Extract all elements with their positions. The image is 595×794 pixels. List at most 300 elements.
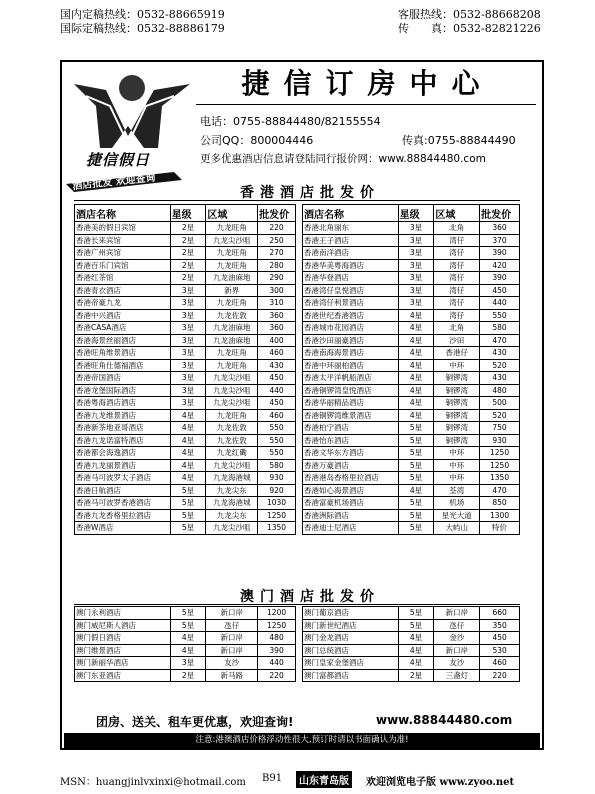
hk-section-title: 香港酒店批发价: [240, 185, 380, 201]
hotel-name-cell: 澳门东亚酒店: [75, 669, 171, 682]
star-cell: 5星: [398, 447, 434, 460]
area-cell: 北角: [434, 222, 480, 235]
star-cell: 3星: [170, 297, 206, 310]
area-cell: 九龙佐敦: [206, 434, 258, 447]
table-row: [75, 447, 296, 460]
hotel-name-cell: 香港南洋酒店: [303, 247, 399, 260]
hotel-name-cell: 澳门假日酒店: [75, 632, 171, 645]
macau-section-title: 澳门酒店批发价: [240, 589, 380, 605]
star-cell: 4星: [398, 359, 434, 372]
star-cell: 4星: [170, 632, 206, 645]
star-cell: 3星: [398, 234, 434, 247]
hotel-name-cell: 香港北角丽东: [303, 222, 399, 235]
hotel-name-cell: 香港长来宾馆: [75, 234, 171, 247]
col-header-star: 星级: [170, 205, 206, 222]
price-cell: 580: [258, 459, 296, 472]
price-cell: 480: [480, 384, 520, 397]
hotel-name-cell: 香港九龙香格里拉酒店: [75, 509, 171, 522]
star-cell: 4星: [170, 434, 206, 447]
price-cell: 360: [258, 322, 296, 335]
table-row: [303, 632, 520, 645]
area-cell: 九龙尖东: [206, 509, 258, 522]
area-cell: 九龙油麻地: [206, 272, 258, 285]
area-cell: 铜锣湾: [434, 422, 480, 435]
table-header-row: [303, 205, 520, 222]
hotel-name-cell: 香港马可波罗香港酒店: [75, 497, 171, 510]
star-cell: 4星: [398, 644, 434, 657]
hotel-name-cell: 香港港岛香格里拉酒店: [303, 472, 399, 485]
star-cell: 3星: [170, 322, 206, 335]
table-row: [75, 472, 296, 485]
hotel-name-cell: 香港富豪机场酒店: [303, 497, 399, 510]
table-row: [303, 607, 520, 620]
star-cell: 4星: [170, 459, 206, 472]
col-header-area: 区域: [434, 205, 480, 222]
price-cell: 440: [258, 384, 296, 397]
star-cell: 3星: [398, 272, 434, 285]
page-title: 捷信订房中心: [241, 67, 494, 100]
price-cell: 1030: [258, 497, 296, 510]
price-cell: 530: [480, 644, 520, 657]
area-cell: 金沙: [434, 632, 480, 645]
hotel-name-cell: 香港洲际酒店: [303, 509, 399, 522]
table-row: [75, 284, 296, 297]
area-cell: 九龙旺角: [206, 409, 258, 422]
price-cell: 360: [258, 309, 296, 322]
hotel-name-cell: 香港九龙诺富特酒店: [75, 434, 171, 447]
promo-bar: [66, 711, 536, 729]
area-cell: 中环: [434, 359, 480, 372]
price-cell: 470: [480, 334, 520, 347]
price-cell: 450: [258, 372, 296, 385]
table-row: [303, 522, 520, 535]
star-cell: 5星: [170, 619, 206, 632]
table-row: [303, 644, 520, 657]
hotel-name-cell: 澳门总统酒店: [303, 644, 399, 657]
price-cell: 270: [258, 247, 296, 260]
hotel-name-cell: 香港粤海酒店酒店: [75, 397, 171, 410]
table-row: [303, 447, 520, 460]
promo-text: 团房、送关、租车更优惠，欢迎查询!: [96, 715, 294, 729]
hotel-name-cell: 澳门葡京酒店: [303, 607, 399, 620]
price-cell: 1350: [258, 522, 296, 535]
price-cell: 430: [480, 347, 520, 360]
star-cell: 4星: [398, 322, 434, 335]
star-cell: 4星: [398, 409, 434, 422]
hotel-name-cell: 澳门金龙酒店: [303, 632, 399, 645]
star-cell: 5星: [398, 509, 434, 522]
hotel-name-cell: 香港龙堡国际酒店: [75, 384, 171, 397]
col-header-price: 批发价: [258, 205, 296, 222]
hotel-name-cell: 澳门富都酒店: [303, 669, 399, 682]
area-cell: 湾仔: [434, 234, 480, 247]
table-row: [303, 472, 520, 485]
area-cell: 中环: [434, 472, 480, 485]
area-cell: 中环: [434, 447, 480, 460]
star-cell: 4星: [398, 372, 434, 385]
star-cell: 5星: [398, 472, 434, 485]
col-header-name: 酒店名称: [303, 205, 399, 222]
price-cell: 420: [480, 259, 520, 272]
star-cell: 3星: [398, 284, 434, 297]
hotel-name-cell: 香港W酒店: [75, 522, 171, 535]
star-cell: 3星: [398, 222, 434, 235]
area-cell: 湾仔: [434, 309, 480, 322]
table-row: [75, 484, 296, 497]
hotel-name-cell: 香港帝国酒店: [75, 372, 171, 385]
hotel-name-cell: 香港如心海景酒店: [303, 484, 399, 497]
table-row: [303, 484, 520, 497]
price-cell: 520: [480, 359, 520, 372]
star-cell: 3星: [170, 384, 206, 397]
star-cell: 5星: [398, 459, 434, 472]
star-cell: 3星: [398, 297, 434, 310]
hotel-name-cell: 香港沙田丽豪酒店: [303, 334, 399, 347]
star-cell: 2星: [170, 272, 206, 285]
price-cell: 430: [480, 372, 520, 385]
price-cell: 400: [258, 334, 296, 347]
hotel-name-cell: 香港广州宾馆: [75, 247, 171, 260]
hotel-name-cell: 香港中兴酒店: [75, 309, 171, 322]
star-cell: 4星: [170, 447, 206, 460]
price-cell: 470: [480, 484, 520, 497]
price-cell: 850: [480, 497, 520, 510]
area-cell: 氹仔: [206, 619, 258, 632]
star-cell: 4星: [398, 397, 434, 410]
price-cell: 550: [480, 309, 520, 322]
hotel-name-cell: 澳门新丽华酒店: [75, 657, 171, 670]
price-cell: 350: [480, 619, 520, 632]
hotel-name-cell: 香港华美粤海酒店: [303, 259, 399, 272]
fax-line: 传 真：0532-82821226: [398, 22, 541, 35]
hotel-name-cell: 澳门威尼斯人酒店: [75, 619, 171, 632]
star-cell: 4星: [398, 309, 434, 322]
col-header-star: 星级: [398, 205, 434, 222]
star-cell: 2星: [170, 669, 206, 682]
hotel-name-cell: 香港美的假日宾馆: [75, 222, 171, 235]
star-cell: 3星: [170, 657, 206, 670]
table-row: [75, 522, 296, 535]
table-row: [303, 309, 520, 322]
price-cell: 930: [258, 472, 296, 485]
area-cell: 九龙尖沙咀: [206, 384, 258, 397]
area-cell: 湾仔: [434, 297, 480, 310]
price-cell: 460: [480, 657, 520, 670]
table-row: [75, 619, 296, 632]
star-cell: 3星: [170, 334, 206, 347]
price-cell: 390: [480, 272, 520, 285]
promo-url[interactable]: www.88844480.com: [376, 713, 513, 727]
price-cell: 370: [480, 234, 520, 247]
star-cell: 3星: [170, 284, 206, 297]
col-header-name: 酒店名称: [75, 205, 171, 222]
area-cell: 新口岸: [206, 644, 258, 657]
table-row: [75, 509, 296, 522]
price-cell: 390: [480, 247, 520, 260]
hotel-name-cell: 香港CASA酒店: [75, 322, 171, 335]
table-row: [303, 397, 520, 410]
area-cell: 友沙: [206, 657, 258, 670]
table-row: [75, 669, 296, 682]
area-cell: 新口岸: [206, 632, 258, 645]
star-cell: 4星: [170, 422, 206, 435]
area-cell: 九龙旺角: [206, 359, 258, 372]
price-cell: 280: [258, 259, 296, 272]
table-row: [75, 632, 296, 645]
hotel-name-cell: 香港帝豪九龙: [75, 297, 171, 310]
table-row: [303, 384, 520, 397]
table-row: [75, 372, 296, 385]
table-row: [303, 272, 520, 285]
price-cell: 660: [480, 607, 520, 620]
price-cell: 550: [258, 434, 296, 447]
price-cell: 550: [258, 447, 296, 460]
star-cell: 4星: [398, 657, 434, 670]
hotel-name-cell: 香港红茶馆: [75, 272, 171, 285]
table-row: [75, 657, 296, 670]
area-cell: 九龙尖沙咀: [206, 522, 258, 535]
star-cell: 2星: [170, 234, 206, 247]
table-row: [75, 644, 296, 657]
area-cell: 北角: [434, 322, 480, 335]
area-cell: 新马路: [206, 669, 258, 682]
hotel-name-cell: 香港九龙丽景酒店: [75, 459, 171, 472]
international-hotline: 国际定稿热线：0532-88886179: [60, 22, 225, 35]
area-cell: 九龙红磡: [206, 447, 258, 460]
table-row: [75, 359, 296, 372]
macau-title-rule: [74, 604, 520, 605]
area-cell: 九龙海港城: [206, 497, 258, 510]
star-cell: 4星: [398, 632, 434, 645]
table-row: [75, 234, 296, 247]
footer-brand: 山东青岛版: [296, 771, 352, 788]
more-info-line: 更多优惠酒店信息请登陆同行报价网：www.88844480.com: [200, 153, 486, 165]
table-row: [303, 322, 520, 335]
hotel-name-cell: 香港铜锣湾皇悦酒店: [303, 384, 399, 397]
price-cell: 300: [258, 284, 296, 297]
star-cell: 4星: [398, 334, 434, 347]
table-row: [303, 359, 520, 372]
hotel-name-cell: 香港文华东方酒店: [303, 447, 399, 460]
star-cell: 3星: [398, 259, 434, 272]
area-cell: 新口岸: [434, 607, 480, 620]
area-cell: 湾仔: [434, 259, 480, 272]
star-cell: 4星: [398, 384, 434, 397]
price-cell: 1250: [258, 509, 296, 522]
area-cell: 新口岸: [206, 607, 258, 620]
table-row: [75, 409, 296, 422]
price-cell: 特价: [480, 522, 520, 535]
table-row: [303, 422, 520, 435]
star-cell: 2星: [398, 669, 434, 682]
area-cell: 湾仔: [434, 272, 480, 285]
hotel-name-cell: 香港王子酒店: [303, 234, 399, 247]
star-cell: 3星: [170, 372, 206, 385]
area-cell: 铜锣湾: [434, 434, 480, 447]
hotel-name-cell: 香港华丽精品酒店: [303, 397, 399, 410]
company-fax-line: 传真:0755-88844490: [402, 134, 516, 147]
footer-msn: MSN：huangjinlvxinxi@hotmail.com: [60, 777, 246, 788]
area-cell: 铜锣湾: [434, 409, 480, 422]
star-cell: 5星: [398, 434, 434, 447]
footer-welcome: 欢迎浏览电子版 www.zyoo.net: [366, 777, 515, 788]
banner-ribbon: [66, 170, 166, 192]
hotel-name-cell: 香港万豪酒店: [303, 459, 399, 472]
area-cell: 九龙海港城: [206, 472, 258, 485]
table-row: [75, 497, 296, 510]
area-cell: 九龙尖沙咀: [206, 459, 258, 472]
star-cell: 2星: [170, 247, 206, 260]
price-cell: 920: [258, 484, 296, 497]
hotel-name-cell: 香港怡东酒店: [303, 434, 399, 447]
table-row: [75, 384, 296, 397]
star-cell: 5星: [398, 497, 434, 510]
area-cell: 九龙油麻地: [206, 322, 258, 335]
table-row: [303, 409, 520, 422]
star-cell: 5星: [170, 607, 206, 620]
price-cell: 220: [480, 669, 520, 682]
macau-table-right: [302, 606, 520, 682]
table-header-row: [75, 205, 296, 222]
hk-title-rule: [74, 200, 520, 201]
domestic-hotline: 国内定稿热线：0532-88665919: [60, 8, 225, 21]
table-row: [303, 347, 520, 360]
macau-table-left: [74, 606, 296, 682]
hotel-name-cell: 澳门永利酒店: [75, 607, 171, 620]
star-cell: 2星: [170, 222, 206, 235]
price-cell: 360: [480, 222, 520, 235]
hotel-name-cell: 香港旺角仕德福酒店: [75, 359, 171, 372]
table-row: [303, 434, 520, 447]
table-row: [303, 222, 520, 235]
price-cell: 480: [258, 632, 296, 645]
table-row: [75, 459, 296, 472]
star-cell: 5星: [398, 619, 434, 632]
price-cell: 460: [258, 347, 296, 360]
hotel-name-cell: 香港铜锣湾维景酒店: [303, 409, 399, 422]
star-cell: 3星: [170, 347, 206, 360]
phone-line: 电话：0755-88844480/82155554: [200, 115, 381, 128]
table-row: [75, 347, 296, 360]
price-cell: 1300: [480, 509, 520, 522]
table-row: [303, 509, 520, 522]
area-cell: 铜锣湾: [434, 384, 480, 397]
hk-table-right: [302, 204, 520, 535]
price-cell: 390: [258, 644, 296, 657]
qq-line: 公司QQ：800004446: [200, 134, 314, 147]
table-row: [75, 397, 296, 410]
footer-page-number: B91: [262, 773, 283, 784]
area-cell: 三盏灯: [434, 669, 480, 682]
area-cell: 荃湾: [434, 484, 480, 497]
price-cell: 1250: [480, 447, 520, 460]
price-cell: 450: [480, 284, 520, 297]
hotel-name-cell: 香港柏宁酒店: [303, 422, 399, 435]
price-cell: 460: [258, 409, 296, 422]
area-cell: 九龙尖沙咀: [206, 372, 258, 385]
star-cell: 5星: [398, 607, 434, 620]
star-cell: 4星: [170, 472, 206, 485]
price-cell: 750: [480, 422, 520, 435]
table-row: [303, 372, 520, 385]
price-cell: 520: [480, 409, 520, 422]
table-row: [303, 234, 520, 247]
hotel-name-cell: 香港太平洋帆船酒店: [303, 372, 399, 385]
area-cell: 中环: [434, 459, 480, 472]
area-cell: 九龙尖沙咀: [206, 234, 258, 247]
area-cell: 新口岸: [434, 644, 480, 657]
area-cell: 星光大道: [434, 509, 480, 522]
star-cell: 3星: [398, 247, 434, 260]
star-cell: 2星: [170, 259, 206, 272]
hotel-name-cell: 香港新茶地亚哥酒店: [75, 422, 171, 435]
area-cell: 九龙旺角: [206, 222, 258, 235]
star-cell: 4星: [398, 484, 434, 497]
table-row: [75, 322, 296, 335]
hotel-name-cell: 香港百乐门宾馆: [75, 259, 171, 272]
star-cell: 5星: [170, 509, 206, 522]
table-row: [303, 657, 520, 670]
table-row: [303, 259, 520, 272]
price-cell: 550: [258, 422, 296, 435]
star-cell: 5星: [170, 497, 206, 510]
price-cell: 440: [258, 657, 296, 670]
star-cell: 5星: [170, 484, 206, 497]
table-row: [75, 607, 296, 620]
table-row: [75, 272, 296, 285]
table-row: [75, 222, 296, 235]
star-cell: 4星: [170, 409, 206, 422]
col-header-price: 批发价: [480, 205, 520, 222]
title-divider: [196, 104, 536, 105]
area-cell: 九龙旺角: [206, 247, 258, 260]
price-cell: 450: [480, 632, 520, 645]
hotel-name-cell: 香港世纪香港酒店: [303, 309, 399, 322]
col-header-area: 区域: [206, 205, 258, 222]
hotel-name-cell: 香港湾仔利景酒店: [303, 297, 399, 310]
table-row: [75, 309, 296, 322]
star-cell: 5星: [398, 422, 434, 435]
price-cell: 250: [258, 234, 296, 247]
table-row: [75, 259, 296, 272]
hotel-name-cell: 澳门维景酒店: [75, 644, 171, 657]
price-cell: 310: [258, 297, 296, 310]
price-cell: 1350: [480, 472, 520, 485]
area-cell: 九龙油麻地: [206, 334, 258, 347]
price-cell: 500: [480, 397, 520, 410]
price-cell: 1250: [480, 459, 520, 472]
area-cell: 氹仔: [434, 619, 480, 632]
star-cell: 3星: [170, 309, 206, 322]
table-row: [303, 669, 520, 682]
price-cell: 930: [480, 434, 520, 447]
hotel-name-cell: 澳门皇家金堡酒店: [303, 657, 399, 670]
area-cell: 湾仔: [434, 284, 480, 297]
hotel-name-cell: 香港青衣酒店: [75, 284, 171, 297]
area-cell: 九龙佐敦: [206, 422, 258, 435]
hotel-name-cell: 香港日航酒店: [75, 484, 171, 497]
table-row: [303, 497, 520, 510]
hotel-name-cell: 香港南海海景酒店: [303, 347, 399, 360]
table-row: [75, 297, 296, 310]
price-cell: 450: [258, 397, 296, 410]
table-row: [75, 247, 296, 260]
hotel-name-cell: 香港湾仔皇悦酒店: [303, 284, 399, 297]
company-logo: [66, 66, 194, 174]
hotel-name-cell: 香港马可波罗太子酒店: [75, 472, 171, 485]
hotel-name-cell: 香港旺角维景酒店: [75, 347, 171, 360]
price-cell: 430: [258, 359, 296, 372]
